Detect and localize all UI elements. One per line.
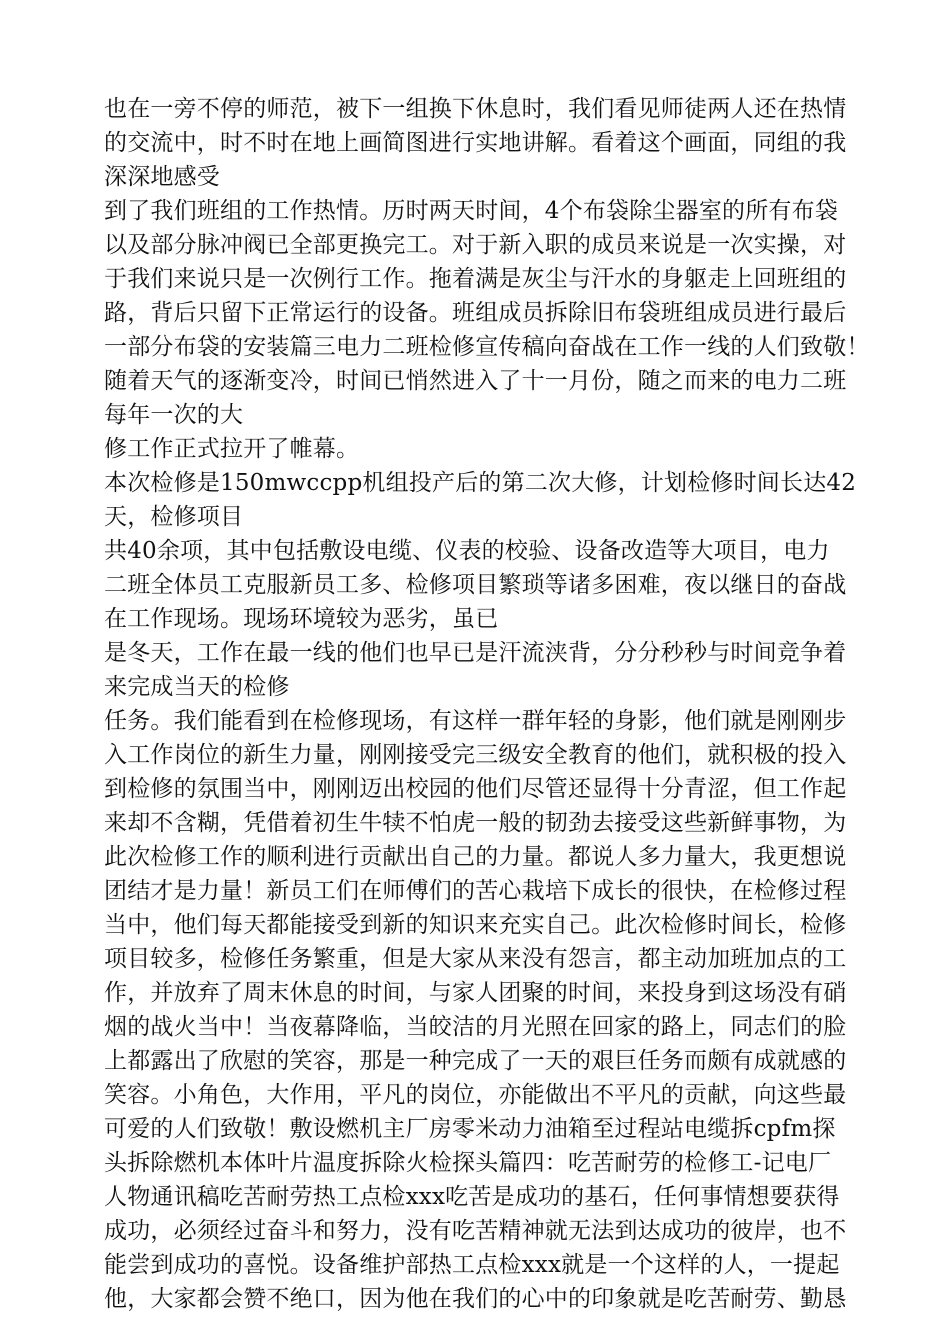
text-line: 他，大家都会赞不绝口，因为他在我们的心中的印象就是吃苦耐劳、勤恳 (104, 1286, 847, 1312)
text-line: 成功，必须经过奋斗和努力，没有吃苦精神就无法到达成功的彼岸，也不 (104, 1218, 847, 1244)
text-line: 可爱的人们致敬！敷设燃机主厂房零米动力油箱至过程站电缆拆cpfm探 (104, 1116, 836, 1142)
text-line: 本次检修是150mwccpp机组投产后的第二次大修，计划检修时间长达42 (104, 470, 857, 496)
text-line: 是冬天，工作在最一线的他们也早已是汗流浃背，分分秒秒与时间竞争着 (104, 640, 847, 666)
text-line: 任务。我们能看到在检修现场，有这样一群年轻的身影，他们就是刚刚步 (104, 708, 847, 734)
text-line: 能尝到成功的喜悦。设备维护部热工点检xxx就是一个这样的人，一提起 (104, 1252, 840, 1278)
text-line: 路，背后只留下正常运行的设备。班组成员拆除旧布袋班组成员进行最后 (104, 300, 847, 326)
text-line: 笑容。小角色，大作用，平凡的岗位，亦能做出不平凡的贡献，向这些最 (104, 1082, 847, 1108)
text-line: 到检修的氛围当中，刚刚迈出校园的他们尽管还显得十分青涩，但工作起 (104, 776, 847, 802)
text-line: 修工作正式拉开了帷幕。 (104, 436, 360, 462)
text-line: 作，并放弃了周末休息的时间，与家人团聚的时间，来投身到这场没有硝 (104, 980, 847, 1006)
text-line: 的交流中，时不时在地上画简图进行实地讲解。看着这个画面，同组的我 (104, 130, 847, 156)
text-line: 头拆除燃机本体叶片温度拆除火检探头篇四：吃苦耐劳的检修工-记电厂 (104, 1150, 832, 1176)
text-line: 此次检修工作的顺利进行贡献出自己的力量。都说人多力量大，我更想说 (104, 844, 847, 870)
text-line: 上都露出了欣慰的笑容，那是一种完成了一天的艰巨任务而颇有成就感的 (104, 1048, 847, 1074)
document-body (104, 92, 870, 1316)
text-line: 深深地感受 (104, 164, 220, 190)
text-line: 到了我们班组的工作热情。历时两天时间，4个布袋除尘器室的所有布袋 (104, 198, 839, 224)
text-line: 也在一旁不停的师范，被下一组换下休息时，我们看见师徒两人还在热情 (104, 96, 847, 122)
text-line: 当中，他们每天都能接受到新的知识来充实自己。此次检修时间长，检修 (104, 912, 847, 938)
text-line: 在工作现场。现场环境较为恶劣，虽已 (104, 606, 499, 632)
text-line: 人物通讯稿吃苦耐劳热工点检xxx吃苦是成功的基石，任何事情想要获得 (104, 1184, 840, 1210)
text-line: 以及部分脉冲阀已全部更换完工。对于新入职的成员来说是一次实操，对 (104, 232, 847, 258)
text-line: 入工作岗位的新生力量，刚刚接受完三级安全教育的他们，就积极的投入 (104, 742, 847, 768)
text-line: 随着天气的逐渐变冷，时间已悄然进入了十一月份，随之而来的电力二班 (104, 368, 847, 394)
text-line: 每年一次的大 (104, 402, 244, 428)
text-line: 来却不含糊，凭借着初生牛犊不怕虎一般的韧劲去接受这些新鲜事物，为 (104, 810, 847, 836)
text-line: 二班全体员工克服新员工多、检修项目繁琐等诸多困难，夜以继日的奋战 (104, 572, 847, 598)
text-line: 团结才是力量！新员工们在师傅们的苦心栽培下成长的很快，在检修过程 (104, 878, 847, 904)
text-line: 天，检修项目 (104, 504, 244, 530)
text-line: 来完成当天的检修 (104, 674, 290, 700)
text-line: 烟的战火当中！当夜幕降临，当皎洁的月光照在回家的路上，同志们的脸 (104, 1014, 847, 1040)
text-line: 一部分布袋的安装篇三电力二班检修宣传稿向奋战在工作一线的人们致敬！ (104, 334, 870, 360)
text-line: 项目较多，检修任务繁重，但是大家从来没有怨言，都主动加班加点的工 (104, 946, 847, 972)
text-line: 于我们来说只是一次例行工作。拖着满是灰尘与汗水的身躯走上回班组的 (104, 266, 847, 292)
text-line: 共40余项，其中包括敷设电缆、仪表的校验、设备改造等大项目，电力 (104, 538, 830, 564)
